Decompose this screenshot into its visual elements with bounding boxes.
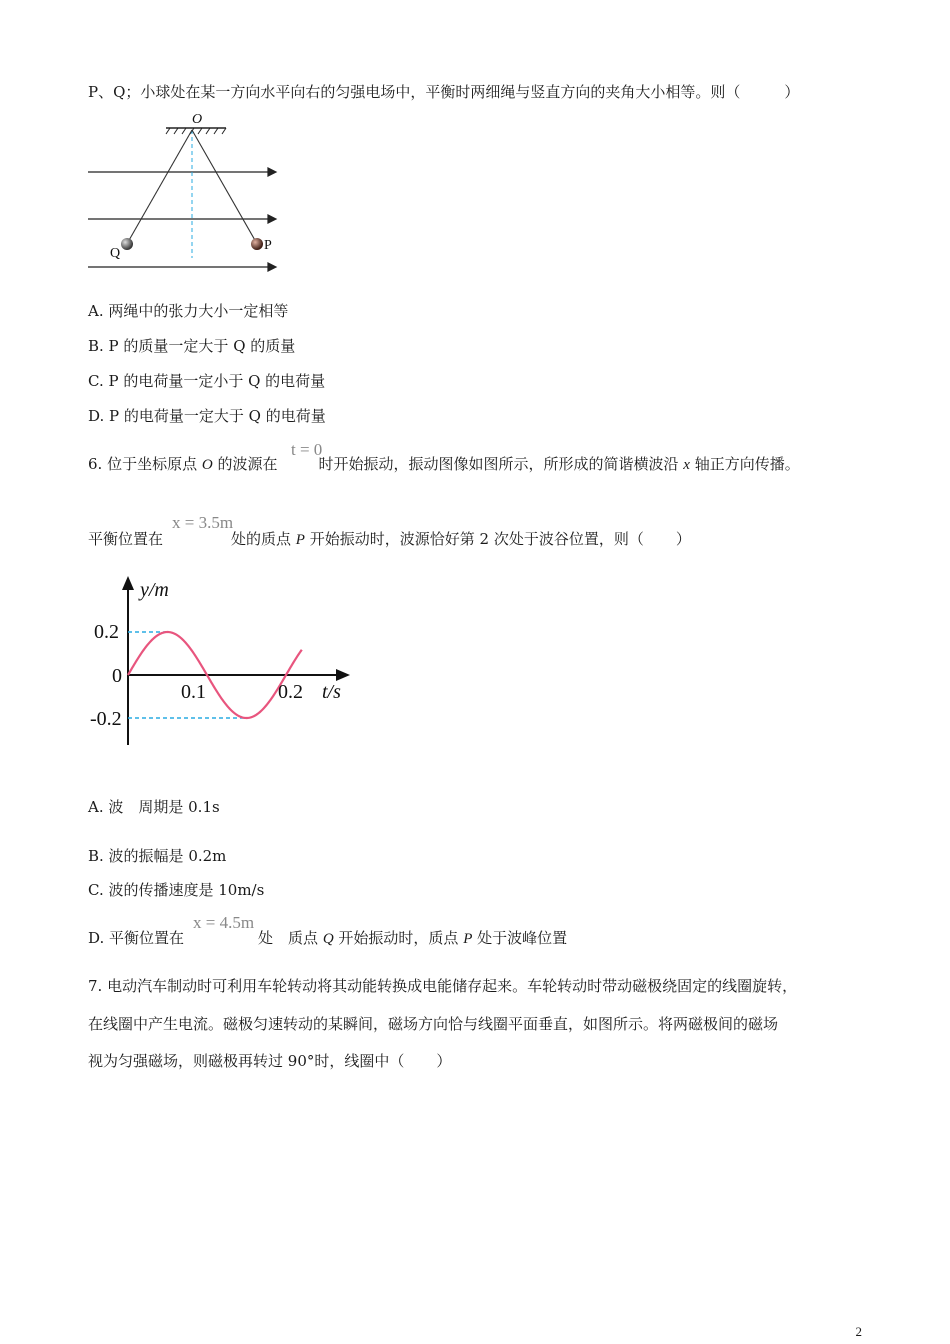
ball-q xyxy=(121,238,133,250)
q6-line1-d: 轴正方向传播。 xyxy=(689,455,800,473)
y-axis-arrow xyxy=(122,576,134,590)
formula-x-4-5: x = 4.5m xyxy=(193,913,255,932)
q5-option-b: B. P 的质量一定大于 Q 的质量 xyxy=(88,337,296,355)
q6-option-c: C. 波的传播速度是 10m/s xyxy=(88,881,265,899)
q6-line1 xyxy=(88,454,800,475)
y-tick-label-neg-0.2: -0.2 xyxy=(90,708,122,730)
q5-figure xyxy=(80,108,290,278)
q7-line3-paren: ） xyxy=(436,1052,452,1070)
q6-option-d-b: 处 质点 xyxy=(258,929,323,947)
string-p xyxy=(192,130,256,242)
q5-intro xyxy=(88,82,799,102)
q6-line1-b: 的波源在 xyxy=(212,455,278,473)
q6-option-b: B. 波的振幅是 0.2m xyxy=(88,847,227,865)
label-o: O xyxy=(192,112,203,127)
q7-line2: 在线圈中产生电流。磁极匀速转动的某瞬间，磁场方向恰与线圈平面垂直，如图所示。将两磁极间的磁场 xyxy=(88,1015,779,1033)
ceiling-hatch xyxy=(166,128,226,134)
x-tick-label-0.1: 0.1 xyxy=(181,681,206,703)
formula-x-3-5: x = 3.5m xyxy=(172,513,234,532)
q6-option-d-a: D. 平衡位置在 xyxy=(88,929,185,947)
vibration-chart xyxy=(80,570,370,750)
q6-line2-b: 处的质点 xyxy=(231,530,296,548)
page-number: 2 xyxy=(855,1324,862,1339)
q6-var-x: x xyxy=(683,457,690,473)
x-axis-arrow xyxy=(336,669,350,681)
q6-line2-a: 平衡位置在 xyxy=(88,530,164,548)
formula-t-0: t = 0 xyxy=(291,440,323,459)
string-q xyxy=(128,130,192,242)
q6-option-a: A. 波 周期是 0.1s xyxy=(88,798,220,816)
x-tick-label-0.2: 0.2 xyxy=(278,681,303,703)
label-p: P xyxy=(264,238,272,253)
ball-p xyxy=(251,238,263,250)
q5-intro-text: P、Q；小球处在某一方向水平向右的匀强电场中，平衡时两细绳与竖直方向的夹角大小相等。则（ xyxy=(88,83,741,101)
q7-line3-text: 视为匀强磁场，则磁极再转过 90°时，线圈中（ xyxy=(88,1052,405,1070)
q6-line1-c: 时开始振动，振动图像如图所示，所形成的简谐横波沿 xyxy=(318,455,684,473)
q6-line1-a: 6. 位于坐标原点 xyxy=(88,455,202,473)
q6-line2-d: ） xyxy=(675,530,691,548)
q5-intro-paren: ） xyxy=(784,83,800,101)
label-q: Q xyxy=(110,246,121,261)
q7-line1: 7. 电动汽车制动时可利用车轮转动将其动能转换成电能储存起来。车轮转动时带动磁极绕固定的线圈旋转， xyxy=(88,977,798,995)
q5-option-d: D. P 的电荷量一定大于 Q 的电荷量 xyxy=(88,407,326,425)
q6-option-d xyxy=(88,928,567,949)
x-axis-label: t/s xyxy=(322,681,341,703)
q5-option-a: A. 两绳中的张力大小一定相等 xyxy=(88,302,289,320)
y-axis-label: y/m xyxy=(140,579,169,601)
y-tick-label-0.2: 0.2 xyxy=(94,621,119,643)
q5-option-c: C. P 的电荷量一定小于 Q 的电荷量 xyxy=(88,372,326,390)
q6-option-d-var-q: Q xyxy=(322,931,334,947)
q6-var-o: O xyxy=(201,457,213,473)
q6-line2-c: 开始振动时，波源恰好第 2 次处于波谷位置，则（ xyxy=(304,530,644,548)
q7-line3 xyxy=(88,1051,451,1071)
q6-var-p: P xyxy=(295,532,305,548)
q6-option-d-c: 开始振动时，质点 xyxy=(333,929,464,947)
q6-option-d-d: 处于波峰位置 xyxy=(472,929,568,947)
y-tick-label-0: 0 xyxy=(112,665,122,687)
q6-option-d-var-p: P xyxy=(463,931,473,947)
